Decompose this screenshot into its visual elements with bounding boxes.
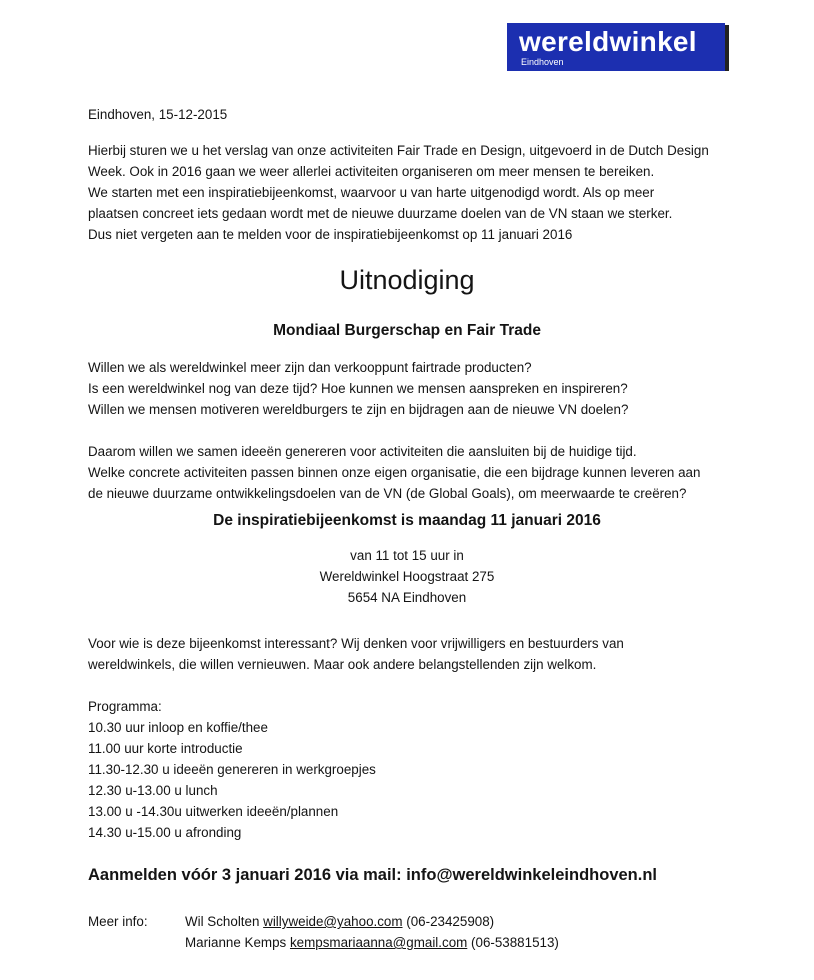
logo-name: wereldwinkel [519,26,697,57]
program-label: Programma: [88,699,162,714]
logo-subtitle: Eindhoven [521,57,564,67]
questions-paragraph [88,357,628,420]
purpose-paragraph [88,441,700,504]
document-subtitle: Mondiaal Burgerschap en Fair Trade [273,322,541,339]
intro-line: We starten met een inspiratiebijeenkomst, waarvoor u van harte uitgenodigd wordt. Als op meer [88,185,655,200]
contact-phone: (06-23425908) [406,914,495,929]
contact-phone: (06-53881513) [471,935,559,950]
more-info-label: Meer info: [88,914,148,929]
program-item: 11.00 uur korte introductie [88,741,243,756]
venue-block [0,545,814,608]
event-heading: De inspiratiebijeenkomst is maandag 11 januari 2016 [213,512,601,529]
audience-paragraph [88,633,624,675]
contact-name: Wil Scholten [185,914,260,929]
program-list [88,696,376,843]
program-item: 13.00 u -14.30u uitwerken ideeën/plannen [88,804,339,819]
date-line: Eindhoven, 15-12-2015 [88,107,228,122]
wereldwinkel-logo [507,23,725,71]
intro-line: Dus niet vergeten aan te melden voor de inspiratiebijeenkomst op 11 januari 2016 [88,227,573,242]
document-title: Uitnodiging [339,265,475,295]
question-line: Willen we als wereldwinkel meer zijn dan verkooppunt fairtrade producten? [88,360,532,375]
contact-email-link[interactable]: kempsmariaanna@gmail.com [289,935,468,950]
purpose-line: Welke concrete activiteiten passen binnen onze eigen organisatie, die een bijdrage kunnen leveren aan [88,465,701,480]
program-item: 14.30 u-15.00 u afronding [88,825,242,840]
contact-name: Marianne Kemps [185,935,287,950]
venue-city: 5654 NA Eindhoven [347,590,467,605]
program-item: 11.30-12.30 u ideeën genereren in werkgroepjes [88,762,376,777]
audience-line: Voor wie is deze bijeenkomst interessant? Wij denken voor vrijwilligers en bestuurders van [88,636,624,651]
program-item: 12.30 u-13.00 u lunch [88,783,218,798]
intro-line: Hierbij sturen we u het verslag van onze activiteiten Fair Trade en Design, uitgevoerd in de Dutch Design [88,143,709,158]
program-item: 10.30 uur inloop en koffie/thee [88,720,268,735]
audience-line: wereldwinkels, die willen vernieuwen. Maar ook andere belangstellenden zijn welkom. [88,657,597,672]
contact-line [185,932,559,953]
intro-line: plaatsen concreet iets gedaan wordt met de nieuwe duurzame doelen van de VN staan we sterker. [88,206,673,221]
question-line: Willen we mensen motiveren wereldburgers te zijn en bijdragen aan de nieuwe VN doelen? [88,402,629,417]
venue-address: Wereldwinkel Hoogstraat 275 [319,569,495,584]
purpose-line: Daarom willen we samen ideeën genereren voor activiteiten die aansluiten bij de huidige tijd. [88,444,637,459]
purpose-line: de nieuwe duurzame ontwikkelingsdoelen van de VN (de Global Goals), om meerwaarde te creëren? [88,486,687,501]
intro-paragraph [88,140,709,245]
venue-time: van 11 tot 15 uur in [350,548,464,563]
signup-line: Aanmelden vóór 3 januari 2016 via mail: info@wereldwinkeleindhoven.nl [88,866,658,884]
contact-email-link[interactable]: willyweide@yahoo.com [263,914,403,929]
intro-line: Week. Ook in 2016 gaan we weer allerlei activiteiten organiseren om meer mensen te bereiken. [88,164,655,179]
question-line: Is een wereldwinkel nog van deze tijd? Hoe kunnen we mensen aanspreken en inspireren? [88,381,628,396]
more-info-contacts [185,911,559,953]
contact-line [185,911,559,932]
